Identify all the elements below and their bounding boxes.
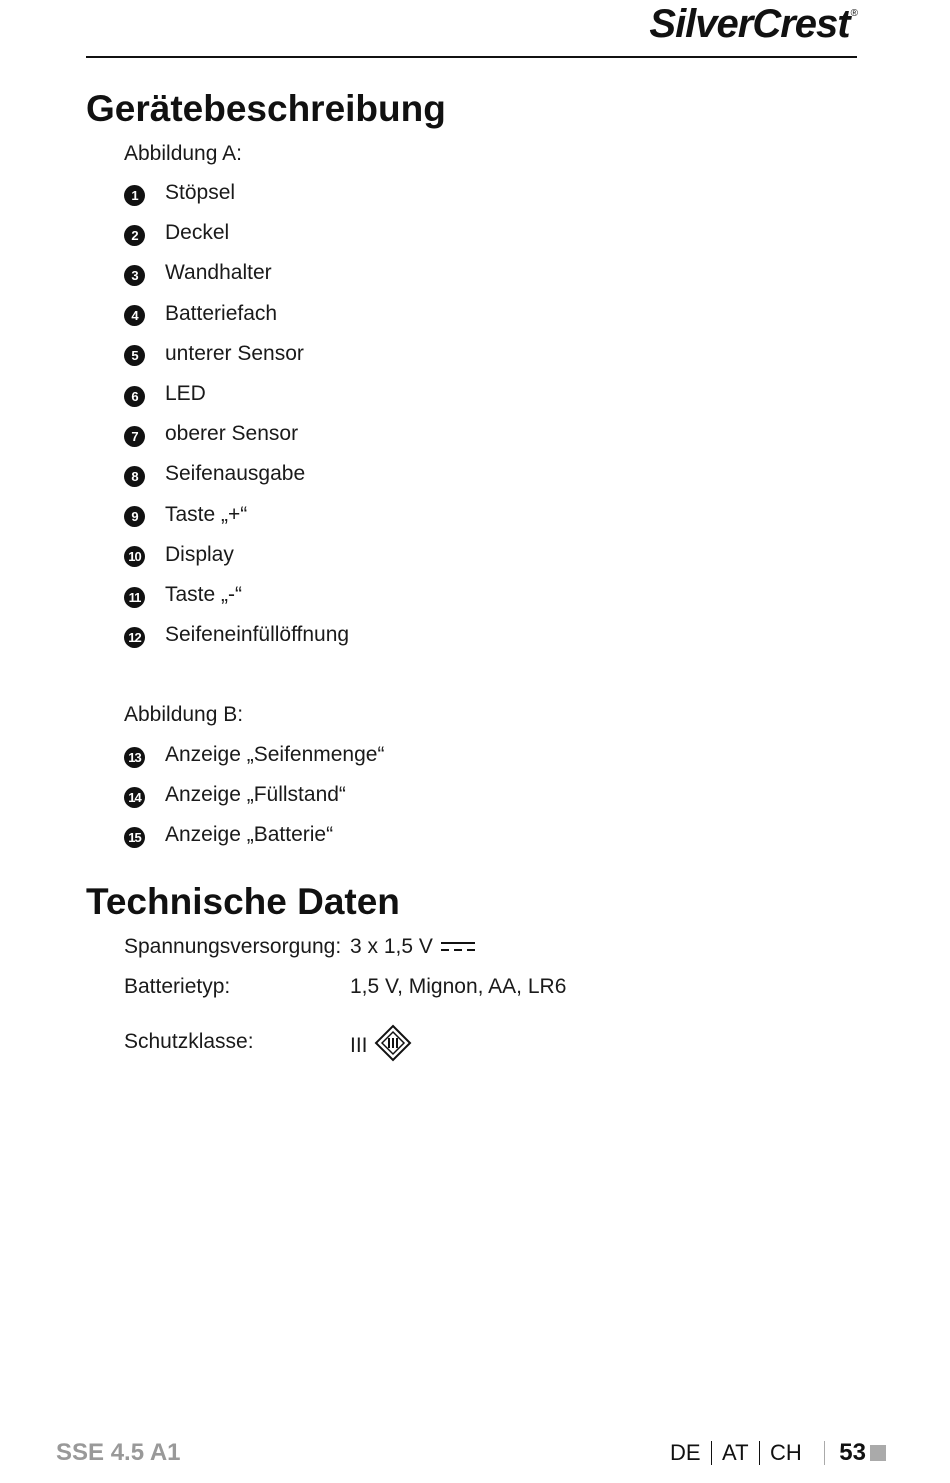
item-number-badge: 4 bbox=[124, 305, 145, 326]
country-separator bbox=[711, 1441, 713, 1465]
list-item bbox=[124, 823, 334, 849]
country-ch: CH bbox=[770, 1440, 802, 1465]
item-number-badge: 12 bbox=[124, 627, 145, 648]
item-label: LED bbox=[165, 382, 206, 405]
item-label: Anzeige „Seifenmenge“ bbox=[165, 743, 385, 766]
spec-value-protection-text: III bbox=[350, 1034, 368, 1057]
item-number-badge: 2 bbox=[124, 225, 145, 246]
section-title-tech: Technische Daten bbox=[86, 881, 400, 922]
spec-label-protection: Schutzklasse: bbox=[124, 1030, 254, 1053]
spec-value-power bbox=[350, 935, 475, 959]
item-label: Stöpsel bbox=[165, 181, 236, 204]
country-at: AT bbox=[722, 1440, 749, 1465]
brand-logo bbox=[649, 2, 857, 47]
page-separator bbox=[824, 1441, 826, 1465]
figure-b-label: Abbildung B: bbox=[124, 703, 244, 726]
list-item bbox=[124, 221, 230, 247]
spec-value-battery: 1,5 V, Mignon, AA, LR6 bbox=[350, 975, 567, 998]
list-item bbox=[124, 462, 306, 488]
item-label: Display bbox=[165, 542, 234, 566]
list-item bbox=[124, 743, 385, 769]
dc-current-icon bbox=[441, 935, 475, 959]
item-label: Taste „-“ bbox=[165, 583, 243, 606]
item-number-badge: 13 bbox=[124, 747, 145, 768]
item-number-badge: 7 bbox=[124, 426, 145, 447]
spec-label-power: Spannungsversorgung: bbox=[124, 935, 342, 958]
item-number-badge: 14 bbox=[124, 787, 145, 808]
section-title-description: Gerätebeschreibung bbox=[86, 88, 446, 129]
footer-model: SSE 4.5 A1 bbox=[56, 1439, 181, 1466]
protection-class-iii-icon bbox=[374, 1024, 412, 1068]
list-item bbox=[124, 542, 234, 569]
footer-page-info bbox=[670, 1439, 886, 1467]
item-number-badge: 6 bbox=[124, 386, 145, 407]
item-number-badge: 8 bbox=[124, 466, 145, 487]
list-item bbox=[124, 341, 304, 368]
item-label: unterer Sensor bbox=[165, 341, 304, 365]
list-item bbox=[124, 301, 278, 328]
spec-value-power-text: 3 x 1,5 V bbox=[350, 935, 433, 958]
figure-a-label: Abbildung A: bbox=[124, 142, 242, 165]
item-number-badge: 11 bbox=[124, 587, 145, 608]
item-label: Wandhalter bbox=[165, 261, 272, 285]
registered-mark: ® bbox=[850, 8, 857, 19]
item-label: Seifenausgabe bbox=[165, 462, 306, 486]
item-label: Seifeneinfüllöffnung bbox=[165, 623, 350, 647]
list-item bbox=[124, 783, 346, 809]
list-item bbox=[124, 583, 243, 609]
item-number-badge: 1 bbox=[124, 185, 145, 206]
list-item bbox=[124, 181, 236, 207]
list-item bbox=[124, 382, 206, 408]
list-item bbox=[124, 502, 248, 529]
item-label: oberer Sensor bbox=[165, 422, 299, 446]
item-number-badge: 9 bbox=[124, 506, 145, 527]
item-label: Anzeige „Batterie“ bbox=[165, 823, 334, 847]
item-number-badge: 3 bbox=[124, 265, 145, 286]
brand-name: SilverCrest bbox=[649, 2, 850, 46]
spec-value-protection bbox=[350, 1024, 412, 1068]
spec-label-battery: Batterietyp: bbox=[124, 975, 231, 998]
item-label: Anzeige „Füllstand“ bbox=[165, 783, 346, 807]
page-marker-square bbox=[870, 1445, 886, 1461]
item-number-badge: 5 bbox=[124, 345, 145, 366]
page-number: 53 bbox=[839, 1439, 866, 1466]
item-number-badge: 15 bbox=[124, 827, 145, 848]
header-rule bbox=[86, 56, 857, 58]
item-label: Batteriefach bbox=[165, 301, 278, 325]
item-label: Taste „+“ bbox=[165, 502, 248, 526]
list-item bbox=[124, 422, 299, 448]
country-de: DE bbox=[669, 1440, 701, 1465]
list-item bbox=[124, 261, 272, 287]
country-separator bbox=[759, 1441, 761, 1465]
item-number-badge: 10 bbox=[124, 546, 145, 567]
list-item bbox=[124, 623, 350, 649]
item-label: Deckel bbox=[165, 221, 230, 245]
